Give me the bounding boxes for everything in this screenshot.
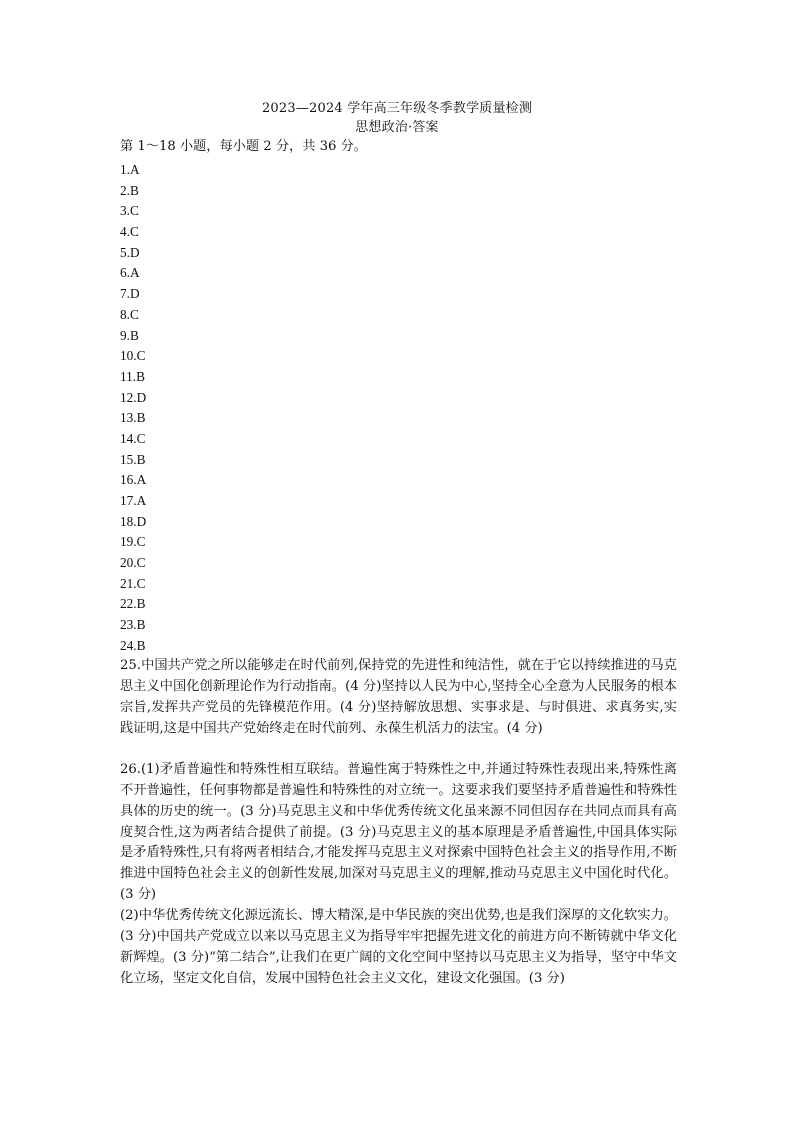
answer-item: 19.C (120, 534, 146, 550)
answer-item: 12.D (120, 389, 147, 405)
answer-item: 10.C (120, 348, 146, 364)
answer-item: 16.A (120, 472, 147, 488)
answer-item: 13.B (120, 410, 146, 426)
section-instructions: 第 1～18 小题，每小题 2 分，共 36 分。 (120, 139, 367, 154)
answer-item: 14.C (120, 430, 146, 446)
answer-item: 11.B (120, 368, 145, 384)
answer-item: 8.C (120, 306, 139, 322)
answer-item: 4.C (120, 224, 139, 240)
answer-item: 23.B (120, 617, 146, 633)
answer-item: 3.C (120, 203, 139, 219)
answer-item: 21.C (120, 575, 146, 591)
answer-item: 1.A (120, 162, 140, 177)
answer-item: 24.B (120, 637, 146, 653)
question-25-answer: 25.中国共产党之所以能够走在时代前列,保持党的先进性和纯洁性，就在于它以持续推进的马克思主义中国化创新理论作为行动指南。(4 分)坚持以人民为中心,坚持全心全意为人民服务的根本宗旨,发挥共产党员的先锋模范作用。(4 分)坚持解放思想、实事求是、与时俱进、求真务实,实践证明,这是中国共产党始终走在时代前列、永葆生机活力的法宝。(4 分) (120, 658, 677, 736)
answer-item: 6.A (120, 265, 140, 281)
answer-item: 5.D (120, 244, 140, 260)
answer-item: 9.B (120, 327, 139, 343)
question-26-part-2-answer: (2)中华优秀传统文化源远流长、博大精深,是中华民族的突出优势,也是我们深厚的文化软实力。(3 分)中国共产党成立以来以马克思主义为指导牢牢把握先进文化的前进方向不断铸就中华文化新辉煌。(3 分)“第二结合”,让我们在更广阔的文化空间中坚持以马克思主义为指导，坚守中华文化立场，坚定文化自信，发展中国特色社会主义文化，建设文化强国。(3 分) (120, 908, 677, 986)
answer-item: 22.B (120, 596, 146, 612)
answer-list (120, 160, 146, 657)
answer-item: 7.D (120, 286, 140, 302)
document-subtitle: 思想政治·答案 (355, 120, 439, 135)
answer-item: 20.C (120, 555, 146, 571)
answer-item: 17.A (120, 493, 147, 508)
question-26-part-1-answer: 26.(1)矛盾普遍性和特殊性相互联结。普遍性寓于特殊性之中,并通过特殊性表现出来,特殊性离不开普遍性，任何事物都是普遍性和特殊性的对立统一。这要求我们要坚持矛盾普遍性和特殊性具体的历史的统一。(3 分)马克思主义和中华优秀传统文化虽来源不同但因存在共同点而具有高度契合性,这为两者结合提供了前提。(3 分)马克思主义的基本原理是矛盾普遍性,中国具体实际是矛盾特殊性,只有将两者相结合,才能发挥马克思主义对探索中国特色社会主义的指导作用,不断推进中国特色社会主义的创新性发展,加深对马克思主义的理解,推动马克思主义中国化时代化。(3 分) (120, 762, 677, 903)
answer-item: 15.B (120, 451, 146, 467)
answer-item: 2.B (120, 182, 139, 198)
answer-item: 18.D (120, 513, 147, 529)
document-title: 2023—2024 学年高三年级冬季教学质量检测 (261, 101, 533, 116)
